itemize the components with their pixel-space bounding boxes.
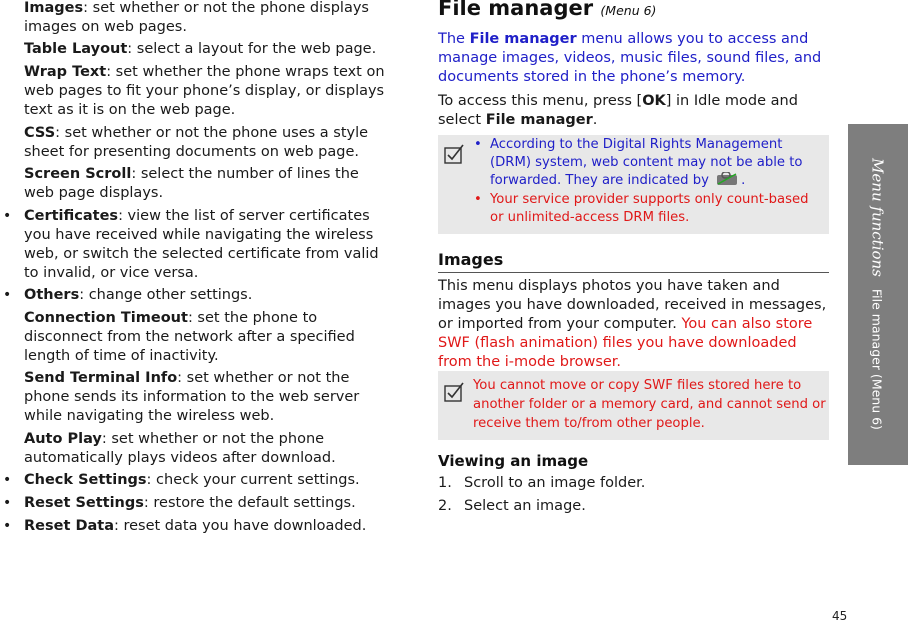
page-title-subtitle: (Menu 6) [600, 3, 657, 18]
viewing-image-heading: Viewing an image [438, 452, 589, 470]
images-setting-item: Images: set whether or not the phone displays images on web pages. [24, 0, 369, 35]
bullet-icon: • [3, 287, 12, 303]
drm-note-bullet-2: • Your service provider supports only count-based or unlimited-access DRM files. [474, 192, 809, 225]
side-tab-subsection: File manager (Menu 6) [869, 288, 885, 430]
images-heading-rule [438, 272, 829, 273]
bullet-icon: • [474, 137, 482, 152]
note-check-icon [444, 144, 464, 164]
table-layout-item: Table Layout: select a layout for the web page. [24, 41, 377, 57]
others-item: • Others: change other settings. [3, 287, 253, 303]
bullet-icon: • [3, 518, 12, 534]
bullet-icon: • [3, 495, 12, 511]
certificates-item: • Certificates: view the list of server certificates you have received while navigating the wireless web, or switch the selected certificate from valid to invalid, or vice versa. [3, 208, 379, 281]
connection-timeout-item: Connection Timeout: set the phone to disconnect from the network after a specified length of time of inactivity. [24, 310, 355, 364]
step-2: 2. Select an image. [438, 498, 586, 514]
drm-lock-icon [715, 172, 739, 186]
drm-note-bullet-1: • According to the Digital Rights Management (DRM) system, web content may not be able to forwarded. They are indicated by . [474, 137, 803, 188]
drm-note-box [438, 135, 829, 234]
check-settings-item: • Check Settings: check your current settings. [3, 472, 360, 488]
images-heading: Images [438, 250, 504, 269]
screen-scroll-item: Screen Scroll: select the number of lines the web page displays. [24, 166, 359, 201]
access-paragraph: To access this menu, press [OK] in Idle mode and select File manager. [438, 93, 798, 128]
side-tab-section: Menu functions [868, 158, 887, 277]
bullet-icon: • [3, 208, 12, 224]
css-item: CSS: set whether or not the phone uses a style sheet for presenting documents on web page. [24, 125, 369, 160]
intro-paragraph: The File manager menu allows you to access and manage images, videos, music files, sound files, and documents stored in the phone’s memory. [438, 31, 822, 85]
reset-data-item: • Reset Data: reset data you have downloaded. [3, 518, 367, 534]
swf-note-box [438, 371, 829, 440]
swf-note-text: You cannot move or copy SWF files stored here to another folder or a memory card, and cannot send or receive them to/from other people. [473, 378, 826, 431]
bullet-icon: • [3, 472, 12, 488]
side-tab-label [869, 158, 888, 430]
reset-settings-item: • Reset Settings: restore the default settings. [3, 495, 356, 511]
note-check-icon [444, 382, 464, 402]
images-paragraph: This menu displays photos you have taken and images you have downloaded, received in messages, or imported from your computer. You can also store SWF (flash animation) files you have downloaded from the i-mode browser. [438, 278, 827, 370]
page-number: 45 [832, 609, 848, 623]
auto-play-item: Auto Play: set whether or not the phone automatically plays videos after download. [24, 431, 336, 466]
bullet-icon: • [474, 192, 482, 207]
step-1: 1. Scroll to an image folder. [438, 475, 646, 491]
wrap-text-item: Wrap Text: set whether the phone wraps text on web pages to fit your phone’s display, or displays text as it is on the web page. [24, 64, 385, 118]
page-title: File manager (Menu 6) [438, 0, 657, 20]
send-terminal-info-item: Send Terminal Info: set whether or not the phone sends its information to the web server while navigating the wireless web. [24, 370, 360, 424]
